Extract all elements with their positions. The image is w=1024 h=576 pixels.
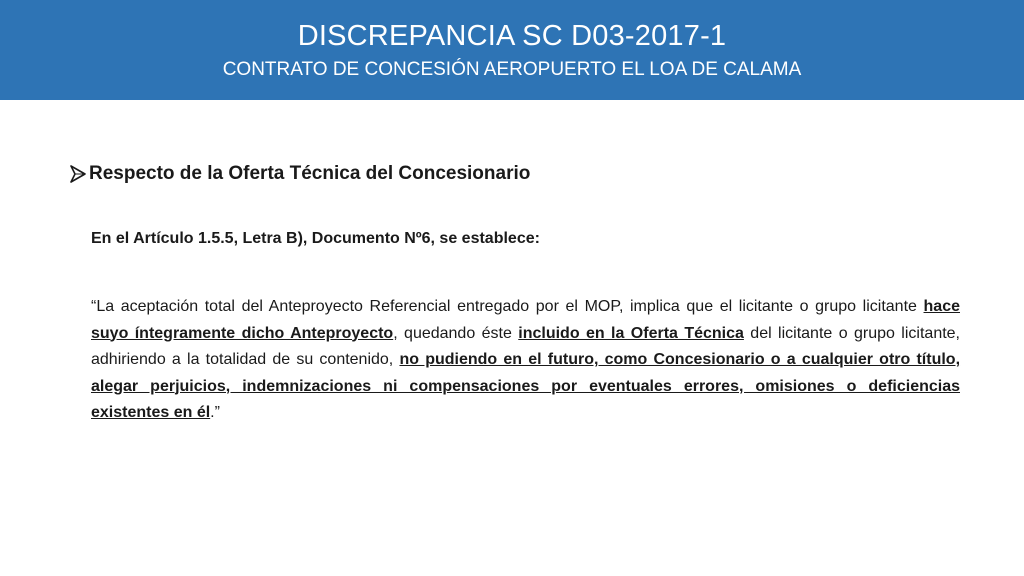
slide-title: DISCREPANCIA SC D03-2017-1 [297, 20, 727, 52]
quote-emphasis: incluido en la Oferta Técnica [518, 324, 744, 342]
article-intro: En el Artículo 1.5.5, Letra B), Documento Nº6, se establece: [91, 230, 540, 247]
slide-header [0, 0, 1024, 100]
quote-emphasis: hace suyo íntegramente dicho Anteproyecto [91, 298, 960, 342]
slide-subtitle: CONTRATO DE CONCESIÓN AEROPUERTO EL LOA DE CALAMA [222, 59, 802, 80]
quote-emphasis: no pudiendo en el futuro, como Concesionario o a cualquier otro título, alegar perjuicios, indemnizaciones ni compensaciones por eventuales errores, omisiones o deficiencias existentes en él [91, 351, 961, 421]
quote-text: .” [210, 404, 220, 421]
quote-text: del licitante o grupo licitante, adhiriendo a la totalidad de su contenido, [91, 324, 961, 368]
section-heading: Respecto de la Oferta Técnica del Concesionario [89, 163, 531, 184]
arrow-bullet-icon [70, 165, 86, 183]
quote-text: “La aceptación total del Anteproyecto Referencial entregado por el MOP, implica que el licitante o grupo licitante [91, 298, 924, 315]
article-quote [91, 294, 960, 427]
quote-text: , quedando éste [393, 324, 519, 342]
section-heading-row [70, 161, 530, 187]
